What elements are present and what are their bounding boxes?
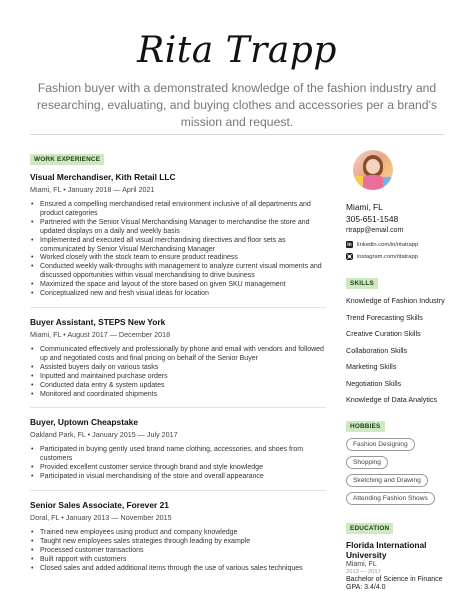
skill-item: Knowledge of Fashion Industry (346, 296, 445, 305)
list-item: • Monitored and coordinated shipments (30, 391, 326, 400)
instagram-link[interactable] (346, 253, 458, 260)
list-item: • Conceptualized new and fresh visual ideas for location (30, 290, 326, 299)
work-experience-heading: WORK EXPERIENCE (30, 154, 104, 165)
hobby-chip: Sketching and Drawing (346, 474, 428, 487)
hobbies-heading: HOBBIES (346, 421, 385, 432)
job-meta: Miami, FL • January 2018 — April 2021 (30, 185, 155, 194)
list-item: • Trained new employees using product and company knowledge (30, 529, 326, 538)
header-divider (30, 134, 444, 135)
linkedin-link[interactable] (346, 241, 458, 248)
education-section (346, 517, 458, 591)
job-bullets (30, 529, 326, 574)
degree: Bachelor of Science in Finance (346, 576, 443, 583)
job-bullets (30, 201, 326, 299)
profile-summary: Fashion buyer with a demonstrated knowledge of the fashion industry and researching, evaluating, and buying clothes and accessories per a brand's mission and request. (36, 81, 438, 129)
contact-email[interactable]: rtrapp@email.com (346, 227, 404, 234)
hobby-chip: Attending Fashion Shows (346, 492, 435, 505)
job-divider (30, 407, 326, 408)
skill-item: Trend Forecasting Skills (346, 312, 423, 322)
experience-column (30, 148, 326, 574)
job-title: Buyer, Uptown Cheapstake (30, 417, 138, 428)
skill-item: Marketing Skills (346, 362, 397, 371)
skill-item: Knowledge of Data Analytics (346, 395, 438, 404)
hobbies-section (346, 415, 458, 505)
hobby-chip: Fashion Designing (346, 438, 415, 451)
list-item: • Maximized the space and layout of the store based on given SKU management (30, 281, 326, 290)
job-divider (30, 307, 326, 308)
skill-item: Negotiation Skills (346, 378, 402, 388)
list-item: • Built rapport with customers (30, 556, 326, 565)
skills-heading: SKILLS (346, 278, 378, 289)
linkedin-url: linkedin.com/in/ritatrapp (357, 241, 419, 248)
contact-phone: 305-651-1548 (346, 214, 399, 224)
list-item: • Partnered with the Senior Visual Merchandising Manager to merchandise the store and updated displays on a daily and weekly basis (30, 219, 326, 237)
list-item: • Processed customer transactions (30, 547, 326, 556)
job-meta: Doral, FL • January 2013 — November 2015 (30, 513, 172, 523)
job-title: Senior Sales Associate, Forever 21 (30, 500, 169, 511)
job-title: Buyer Assistant, STEPS New York (30, 316, 166, 327)
job-entry (30, 417, 326, 482)
list-item: • Participated in visual merchandising of the store and overall appearance (30, 473, 326, 482)
gpa: GPA: 3.4/4.0 (346, 584, 386, 591)
list-item: • Inputted and maintained purchase orders (30, 373, 326, 382)
school-location: Miami, FL (346, 561, 377, 568)
skill-item: Collaboration Skills (346, 345, 408, 355)
skills-section (346, 272, 458, 404)
list-item: • Communicated effectively and professionally by phone and email with vendors and followed up and negotiated costs and final pricing on behalf of the Senior Buyer (30, 346, 326, 364)
list-item: • Conducted data entry & system updates (30, 382, 326, 391)
list-item: • Assisted buyers daily on various tasks (30, 364, 326, 373)
avatar (353, 150, 393, 190)
hobby-chip: Shopping (346, 456, 388, 469)
list-item: • Conducted weekly walk-throughs with management to analyze current visual moments and discussed opportunities within visual merchandising to drive business (30, 263, 326, 281)
list-item: • Participated in buying gently used brand name clothing, accessories, and shoes from customers (30, 446, 326, 464)
contact-location: Miami, FL (346, 202, 383, 212)
job-entry (30, 317, 326, 399)
job-divider (30, 490, 326, 491)
job-entry (30, 172, 326, 299)
job-meta: Oakland Park, FL • January 2015 — July 2017 (30, 430, 178, 440)
sidebar-column (346, 150, 458, 591)
linkedin-icon: in (347, 241, 352, 248)
instagram-icon (346, 253, 353, 260)
list-item: • Ensured a compelling merchandised retail environment inclusive of all departments and product categories (30, 201, 326, 219)
job-entry (30, 500, 326, 574)
school-name: Florida International University (346, 540, 427, 560)
list-item: • Taught new employees sales strategies through leading by example (30, 538, 326, 547)
job-bullets (30, 346, 326, 399)
job-title: Visual Merchandiser, Kith Retail LLC (30, 172, 176, 182)
school-dates: 2013 — 2017 (346, 569, 381, 575)
job-bullets (30, 446, 326, 482)
list-item: • Provided excellent customer service through brand and style knowledge (30, 464, 326, 473)
education-heading: EDUCATION (346, 523, 393, 534)
list-item: • Worked closely with the stock team to ensure product readiness (30, 254, 326, 263)
list-item: • Implemented and executed all visual merchandising directives and floor sets as communicated by Senior Visual Merchandising Manager (30, 237, 326, 255)
job-meta: Miami, FL • August 2017 — December 2018 (30, 329, 171, 339)
instagram-url: instagram.com/ritatrapp (357, 253, 418, 260)
candidate-name: Rita Trapp (137, 30, 337, 71)
skill-item: Creative Curation Skills (346, 329, 421, 338)
list-item: • Closed sales and added additional items through the use of various sales techniques (30, 565, 326, 574)
